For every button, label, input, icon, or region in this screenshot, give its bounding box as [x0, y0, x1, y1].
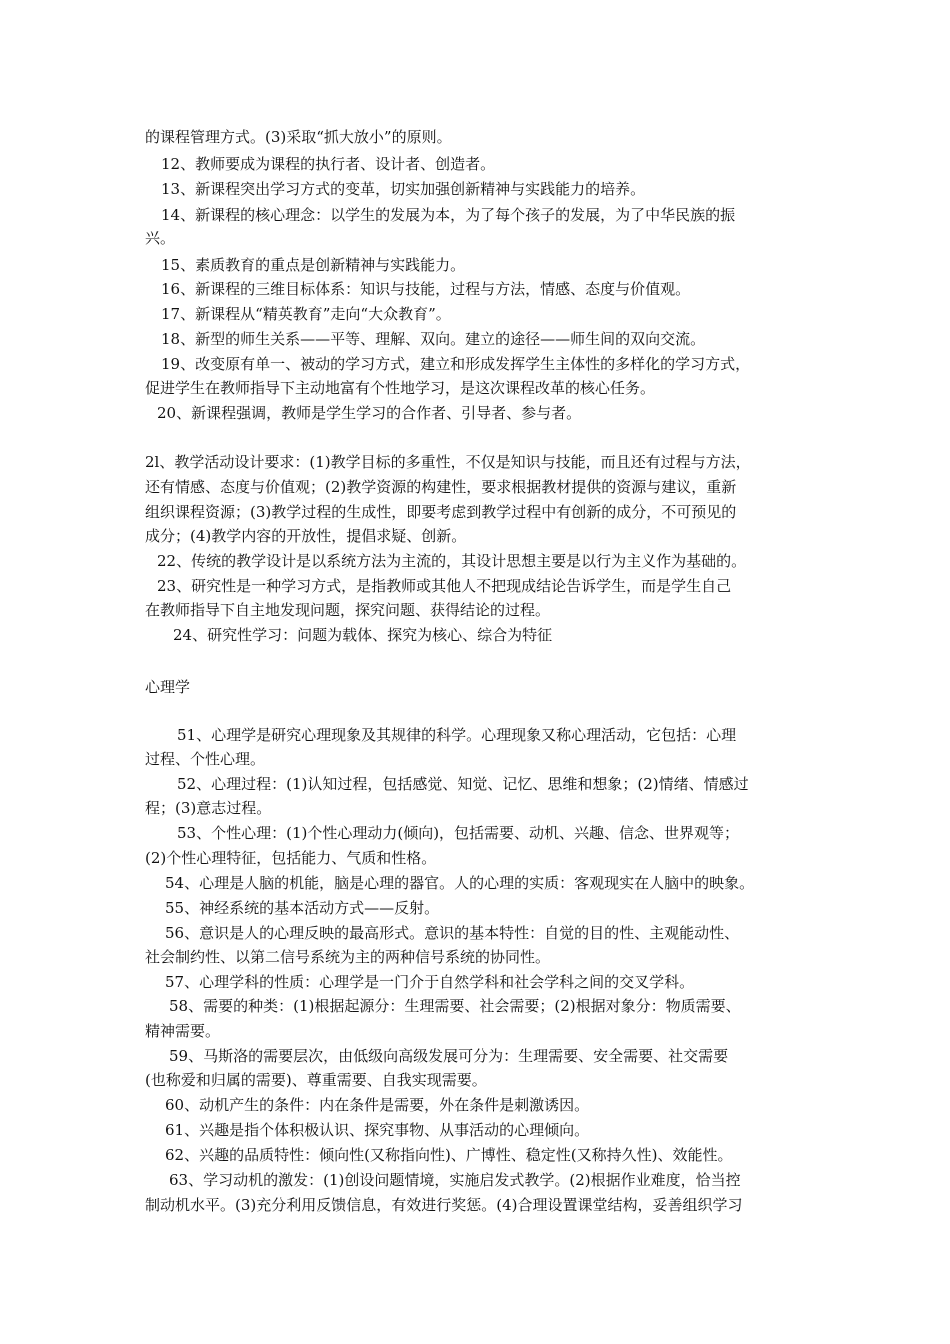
text-line: 23、研究性是一种学习方式，是指教师或其他人不把现成结论告诉学生，而是学生自己 [157, 577, 732, 595]
text-line: 15、素质教育的重点是创新精神与实践能力。 [161, 256, 466, 274]
text-line: (2)个性心理特征，包括能力、气质和性格。 [145, 849, 437, 867]
text-line: 57、心理学科的性质：心理学是一门介于自然学科和社会学科之间的交叉学科。 [165, 973, 695, 991]
text-line: 2l、教学活动设计要求：(1)教学目标的多重性，不仅是知识与技能，而且还有过程与方法， [145, 453, 751, 471]
text-line: 还有情感、态度与价值观；(2)教学资源的构建性，要求根据教材提供的资源与建议，重新 [145, 478, 737, 496]
text-line: (也称爱和归属的需要)、尊重需要、自我实现需要。 [145, 1071, 487, 1089]
text-line: 组织课程资源；(3)教学过程的生成性，即要考虑到教学过程中有创新的成分，不可预见的 [145, 503, 737, 521]
text-line: 过程、个性心理。 [145, 750, 266, 768]
text-line: 14、新课程的核心理念：以学生的发展为本，为了每个孩子的发展，为了中华民族的振 [161, 206, 736, 224]
text-line: 19、改变原有单一、被动的学习方式，建立和形成发挥学生主体性的多样化的学习方式， [161, 355, 751, 373]
text-line: 58、需要的种类：(1)根据起源分：生理需要、社会需要；(2)根据对象分：物质需要、 [169, 997, 741, 1015]
text-line: 13、新课程突出学习方式的变革，切实加强创新精神与实践能力的培养。 [161, 180, 646, 198]
text-line: 53、个性心理：(1)个性心理动力(倾向)，包括需要、动机、兴趣、信念、世界观等； [177, 824, 740, 842]
text-line: 18、新型的师生关系——平等、理解、双向。建立的途径——师生间的双向交流。 [161, 330, 706, 348]
text-line: 56、意识是人的心理反映的最高形式。意识的基本特性：自觉的目的性、主观能动性、 [165, 924, 740, 942]
text-line: 程；(3)意志过程。 [145, 799, 272, 817]
text-line: 的课程管理方式。(3)采取“抓大放小”的原则。 [145, 128, 452, 146]
text-line: 54、心理是人脑的机能，脑是心理的器官。人的心理的实质：客观现实在人脑中的映象。 [165, 874, 755, 892]
text-line: 22、传统的教学设计是以系统方法为主流的，其设计思想主要是以行为主义作为基础的。 [157, 552, 747, 570]
text-line: 促进学生在教师指导下主动地富有个性地学习，是这次课程改革的核心任务。 [145, 379, 656, 397]
text-line: 制动机水平。(3)充分利用反馈信息，有效进行奖惩。(4)合理设置课堂结构，妥善组织学习 [145, 1196, 743, 1214]
text-line: 59、马斯洛的需要层次，由低级向高级发展可分为：生理需要、安全需要、社交需要 [169, 1047, 729, 1065]
text-line: 成分；(4)教学内容的开放性，提倡求疑、创新。 [145, 527, 467, 545]
text-line: 12、教师要成为课程的执行者、设计者、创造者。 [161, 155, 496, 173]
text-line: 55、神经系统的基本活动方式——反射。 [165, 899, 440, 917]
text-line: 24、研究性学习：问题为载体、探究为核心、综合为特征 [173, 626, 553, 644]
text-line: 63、学习动机的激发：(1)创设问题情境，实施启发式教学。(2)根据作业难度，恰当控 [169, 1171, 741, 1189]
text-line: 社会制约性、以第二信号系统为主的两种信号系统的协同性。 [145, 948, 551, 966]
text-line: 精神需要。 [145, 1022, 221, 1040]
text-line: 61、兴趣是指个体积极认识、探究事物、从事活动的心理倾向。 [165, 1121, 590, 1139]
text-line: 20、新课程强调，教师是学生学习的合作者、引导者、参与者。 [157, 404, 582, 422]
text-line: 兴。 [145, 229, 176, 247]
text-line: 52、心理过程：(1)认知过程，包括感觉、知觉、记忆、思维和想象；(2)情绪、情感过 [177, 775, 749, 793]
text-line: 16、新课程的三维目标体系：知识与技能，过程与方法，情感、态度与价值观。 [161, 280, 691, 298]
text-line: 51、心理学是研究心理现象及其规律的科学。心理现象又称心理活动，它包括：心理 [177, 726, 737, 744]
text-line: 60、动机产生的条件：内在条件是需要，外在条件是刺激诱因。 [165, 1096, 590, 1114]
section-heading: 心理学 [145, 678, 191, 696]
text-line: 在教师指导下自主地发现问题，探究问题、获得结论的过程。 [145, 601, 551, 619]
text-line: 17、新课程从“精英教育”走向“大众教育”。 [161, 305, 451, 323]
text-line: 62、兴趣的品质特性：倾向性(又称指向性)、广博性、稳定性(又称持久性)、效能性。 [165, 1146, 733, 1164]
